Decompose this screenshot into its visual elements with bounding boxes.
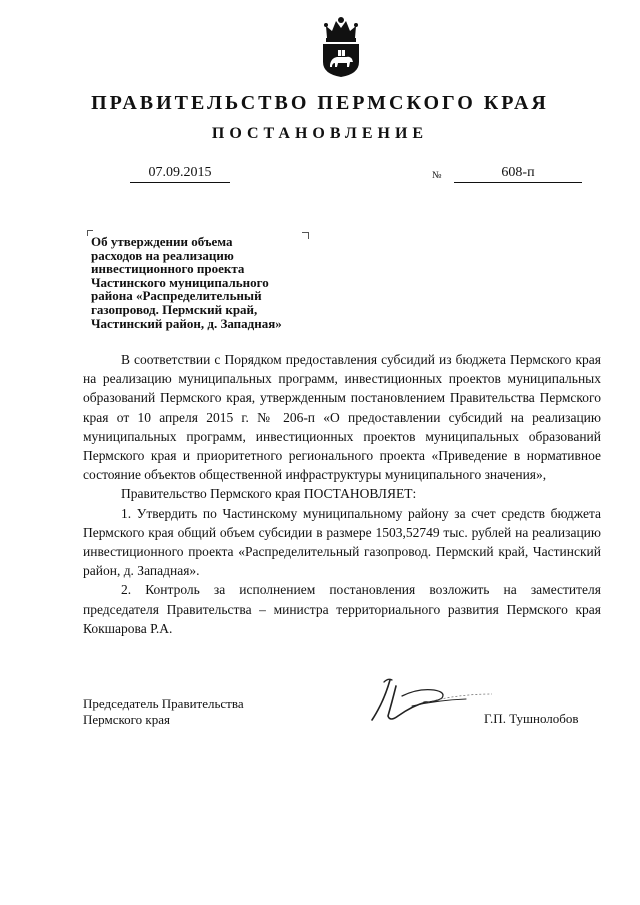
- signer-position-line: Председатель Правительства: [83, 696, 244, 711]
- clause-2: 2. Контроль за исполнением постановления возложить на заместителя председателя Правительства – министра территориального развития Пермского края Кокшарова Р.А.: [83, 582, 601, 636]
- subject-line: Об утверждении объема: [91, 234, 233, 249]
- resolution-statement: Правительство Пермского края ПОСТАНОВЛЯЕТ:: [121, 486, 417, 502]
- government-title: ПРАВИТЕЛЬСТВО ПЕРМСКОГО КРАЯ: [91, 92, 549, 114]
- subject-line: Частинский район, д. Западная»: [91, 315, 282, 331]
- document-date: 07.09.2015: [148, 165, 212, 180]
- document-body: [83, 350, 601, 638]
- subject-line: газопровод. Пермский край,: [91, 301, 258, 317]
- coat-of-arms-emblem: [319, 12, 363, 78]
- number-field: [432, 164, 582, 186]
- document-number: 608-п: [501, 165, 535, 180]
- subject-line: расходов на реализацию: [91, 247, 234, 263]
- document-subject: [91, 235, 331, 330]
- signer-position: [83, 696, 303, 727]
- signer-position-line: Пермского края: [83, 711, 170, 727]
- document-type: ПОСТАНОВЛЕНИЕ: [211, 125, 429, 142]
- subject-line: района «Распределительный: [91, 288, 262, 304]
- subject-line: инвестиционного проекта: [91, 261, 245, 277]
- date-field: [130, 164, 230, 183]
- subject-line: Частинского муниципального: [91, 274, 269, 290]
- number-sign: №: [432, 170, 442, 181]
- signer-name: Г.П. Тушнолобов: [484, 711, 579, 726]
- number-underline: [454, 164, 582, 183]
- clause-1: 1. Утвердить по Частинскому муниципальному району за счет средств бюджета Пермского края общий объем субсидии в размере 1503,52749 тыс. рублей на реализацию инвестиционного проекта «Распределительный газопровод. Пермский край, Частинский район, д. Западная».: [83, 505, 601, 579]
- preamble-paragraph: В соответствии с Порядком предоставления субсидий из бюджета Пермского края на реализацию муниципальных программ, инвестиционных проектов муниципальных образований Пермского края, утвержденным постановлением Правительства Пермского края от 10 апреля 2015 г. № 206-п «О предоставлении субсидий на реализацию муниципальных программ, инвестиционных проектов муниципальных образований Пермского края и приоритетного регионального проекта «Приведение в нормативное состояние объектов общественной инфраструктуры муниципального значения»,: [83, 352, 601, 483]
